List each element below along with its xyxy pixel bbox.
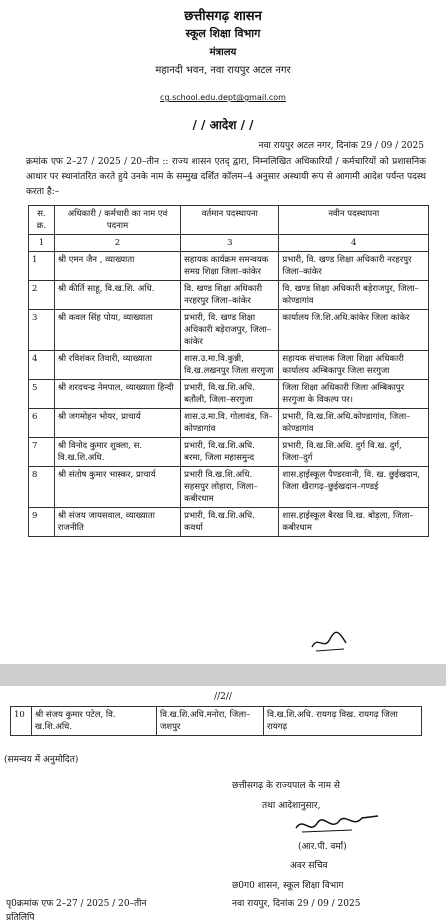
table-row [11,707,422,736]
cell-name: श्री संतोष कुमार भास्कर, प्राचार्य [54,467,180,508]
column-number: 1 [29,235,55,252]
cell-new: कार्यालय जि.शि.अधि.कांकेर जिला कांकेर [279,310,429,351]
signatory-department: छ0ग0 शासन, स्कूल शिक्षा विभाग [232,881,344,891]
cell-current: प्रभारी, वि.ख.शि.अधि. कवर्धा [181,508,279,537]
document-page-2 [0,686,446,923]
header-name: अधिकारी / कर्मचारी का नाम एवं पदनाम [54,206,180,235]
endorsement-date: नवा रायपुर, दिनांक 29 / 09 / 2025 [232,899,361,909]
order-line: तथा आदेशानुसार, [262,801,321,811]
cell-current: प्रभारी वि.ख.शि.अधि. सहसपुर लोहारा, जिला–कबीरधाम [181,467,279,508]
signatory-name: (आर.पी. वर्मा) [298,842,347,852]
order-title: / / आदेश / / [192,118,254,132]
table-row [29,438,429,467]
governor-line: छत्तीसगढ़ के राज्यपाल के नाम से [232,781,340,791]
cell-sno: 2 [29,281,55,310]
cell-sno: 5 [29,380,55,409]
cell-new: प्रभारी, वि.ख.शि.अधि. दुर्ग वि.ख. दुर्ग, जिला–दुर्ग [279,438,429,467]
page-number: //2// [214,692,232,702]
table-row [29,508,429,537]
cell-sno: 1 [29,252,55,281]
column-number: 4 [279,235,429,252]
table-row [29,409,429,438]
initials-signature [310,625,350,655]
ministry-heading: मंत्रालय [209,47,237,58]
cell-current: सहायक कार्यक्रम समन्वयक समग्र शिक्षा जिला–कांकेर [181,252,279,281]
cell-current: वि. खण्ड शिक्षा अधिकारी नरहरपुर जिला–कांकेर [181,281,279,310]
cell-new: सहायक संचालक जिला शिक्षा अधिकारी कार्यालय अम्बिकापुर जिला सरगुजा [279,351,429,380]
transfer-table [28,205,429,537]
header-current-posting: वर्तमान पदस्थापना [181,206,279,235]
cell-new: शास.हाईस्कूल पैण्डरवानी, वि. ख. छुईखदान, जिला खैरागढ़–छुईखदान–गण्डई [279,467,429,508]
cell-name: श्री कवल सिंह पोया, व्याख्याता [54,310,180,351]
signatory-designation: अवर सचिव [290,861,328,871]
cell-sno: 7 [29,438,55,467]
order-place-date: नवा रायपुर अटल नगर, दिनांक 29 / 09 / 2025 [258,141,424,151]
cell-new: वि.ख.शि.अधि. रायगढ़ विख. रायगढ़ जिला रायगढ़ [264,707,422,736]
cell-name: श्री संजय कुमार पटेल, वि. ख.शि.अधि. [32,707,157,736]
government-heading: छत्तीसगढ़ शासन [184,9,262,24]
table-row [29,252,429,281]
approval-note: (समन्वय में अनुमोदित) [4,755,79,765]
department-heading: स्कूल शिक्षा विभाग [185,27,261,40]
header-new-posting: नवीन पदस्थापना [279,206,429,235]
cell-current: प्रभारी, वि.ख.शि.अधि. बरमा, जिला महासमुन्द [181,438,279,467]
cell-current: शास.उ.मा.वि.कुन्नी, वि.ख.लखनपुर जिला सरगुजा [181,351,279,380]
cell-name: श्री विनोद कुमार शुक्ला, स. वि.ख.शि.अधि. [54,438,180,467]
table-row [29,380,429,409]
cell-name: श्री जगमोहन भोयर, प्राचार्य [54,409,180,438]
cell-new: शास.हाईस्कूल बैरख वि.ख. बोड़ला, जिला–कबीरधाम [279,508,429,537]
header-sno: स. क्र. [29,206,55,235]
cell-new: प्रभारी, वि.ख.शि.अधि.कोण्डागांव, जिला–कोण्डागांव [279,409,429,438]
cell-name: श्री शरदचन्द्र नेमपाल, व्याख्याता हिन्दी [54,380,180,409]
cell-current: प्रभारी, वि.ख.शि.अधि. बतौली, जिला–सरगुजा [181,380,279,409]
table-row [29,310,429,351]
transfer-table-continued [10,706,422,736]
page-gap [0,664,446,686]
cell-current: प्रभारी, वि. खण्ड शिक्षा अधिकारी बड़ेराजपुर, जिला–कांकेर [181,310,279,351]
cell-sno: 10 [11,707,32,736]
table-row [29,351,429,380]
cell-sno: 3 [29,310,55,351]
email-link[interactable]: cg.school.edu.dept@gmail.com [160,93,286,102]
cell-sno: 6 [29,409,55,438]
cell-name: श्री संजय जायसवाल, व्याख्याता राजनीति [54,508,180,537]
order-body: क्रमांक एफ 2–27 / 2025 / 20–तीन :: राज्य शासन एतद् द्वारा, निम्नलिखित अधिकारियों / कर्मचारियों को प्रशासनिक आधार पर स्थानांतरित करते हुये उनके नाम के सम्मुख दर्शित कॉलम–4 अनुसार अस्थायी रूप से आगामी आदेश पर्यन्त पदस्थ करता है:– [26,157,426,197]
table-row [29,467,429,508]
cell-name: श्री एमन जैन , व्याख्याता [54,252,180,281]
column-number: 2 [54,235,180,252]
cell-new: जिला शिक्षा अधिकारी जिला अम्बिकापुर सरगुजा के विकल्प पर। [279,380,429,409]
cell-new: प्रभारी, वि. खण्ड शिक्षा अधिकारी नरहरपुर जिला–कांकेर [279,252,429,281]
cell-new: वि. खण्ड शिक्षा अधिकारी बड़ेराजपुर, जिला–कोण्डागांव [279,281,429,310]
cell-name: श्री रविशंकर तिवारी, व्याख्याता [54,351,180,380]
officer-signature [292,808,382,838]
column-number: 3 [181,235,279,252]
cell-current: वि.ख.शि.अधि.मनोरा, जिला–जशपुर [157,707,264,736]
table-header-row [29,206,429,235]
column-number-row [29,235,429,252]
cell-current: शास.उ.मा.वि. गोलावंड, जि–कोण्डागांव [181,409,279,438]
endorsement-number: पृ0क्रमांक एफ 2–27 / 2025 / 20–तीन [6,899,147,909]
cell-sno: 4 [29,351,55,380]
cell-sno: 8 [29,467,55,508]
table-row [29,281,429,310]
cell-sno: 9 [29,508,55,537]
address-line: महानदी भवन, नवा रायपुर अटल नगर [155,65,291,76]
copy-to-label: प्रतिलिपि [6,913,35,923]
cell-name: श्री कीर्ति साहू, वि.ख.शि. अधि. [54,281,180,310]
